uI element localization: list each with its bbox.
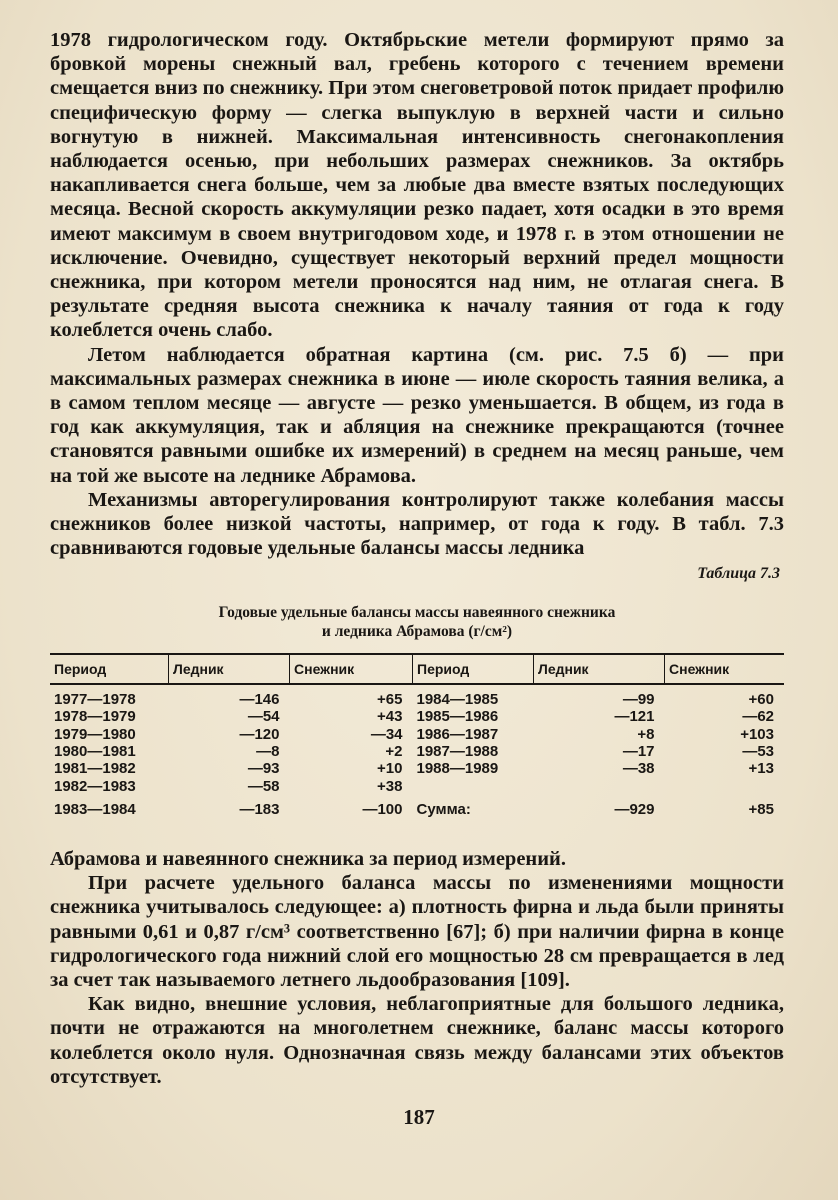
table-row: [50, 743, 784, 760]
page-number: 187: [403, 1105, 435, 1129]
cell-period: 1978—1979: [54, 708, 136, 726]
cell-snowfield: +65: [377, 691, 403, 709]
cell-glacier: —146: [239, 691, 280, 709]
cell-snowfield: +60: [748, 691, 774, 709]
table-row: [50, 777, 784, 794]
table-row-sum: [50, 795, 784, 818]
cell-glacier: —54: [247, 708, 280, 726]
cell-glacier: —99: [622, 691, 655, 709]
text-block-top: [50, 28, 784, 560]
cell-snowfield: —34: [370, 725, 403, 743]
cell-period: 1986—1987: [416, 725, 499, 743]
paragraph-conclusion: Как видно, внешние условия, неблагоприятные для большого ледника, почти не отражаются на многолетнем снежнике, баланс массы которого колеблется около нуля. Однозначная связь между балансами этих объектов отсутствует.: [50, 993, 784, 1088]
cell-snowfield: —53: [742, 743, 774, 761]
paragraph-calculation: При расчете удельного баланса массы по изменениями мощности снежника учитывалось следующее: а) плотность фирна и льда были приняты равными 0,61 и 0,87 г/см³ соответственно [67]; б) при наличии фирна в конце гидрологического года нижний слой его мощностью 28 см превращается в лед за счет так называемого летнего льдообразования [109].: [50, 872, 784, 992]
paragraph-mechanisms: Механизмы авторегулирования контролируют также колебания массы снежников более низкой частоты, например, от года к году. В табл. 7.3 сравниваются годовые удельные балансы массы ледника: [50, 488, 784, 560]
table-header-row: [50, 654, 784, 684]
cell-period: [413, 777, 534, 794]
cell-glacier: —38: [622, 760, 655, 778]
cell-glacier: —17: [622, 743, 655, 761]
cell-snowfield: +103: [740, 725, 774, 743]
header-snowfield-2: Снежник: [665, 654, 785, 684]
balance-table: [50, 653, 784, 818]
cell-snowfield: —100: [362, 800, 403, 818]
cell-period: 1981—1982: [54, 760, 136, 778]
cell-sum-snowfield: +85: [748, 800, 774, 818]
table-title-line1: Годовые удельные балансы массы навеянного снежника: [218, 604, 616, 621]
cell-glacier: —58: [247, 777, 280, 795]
cell-period: 1984—1985: [416, 691, 499, 709]
cell-glacier: [534, 777, 665, 794]
cell-period: 1988—1989: [416, 760, 499, 778]
cell-period: 1977—1978: [54, 691, 136, 709]
cell-period: 1979—1980: [54, 725, 136, 743]
cell-period: 1987—1988: [416, 743, 499, 761]
cell-glacier: —183: [239, 800, 280, 818]
cell-snowfield: +38: [377, 777, 403, 795]
cell-glacier: —8: [256, 743, 280, 761]
cell-glacier: —121: [614, 708, 655, 726]
cell-glacier: —120: [239, 725, 280, 743]
header-snowfield-1: Снежник: [290, 654, 413, 684]
header-glacier-1: Ледник: [169, 654, 290, 684]
cell-sum-glacier: —929: [614, 800, 655, 818]
cell-sum-label: Сумма:: [416, 800, 471, 818]
cell-snowfield: —62: [742, 708, 774, 726]
table-title-line2: и ледника Абрамова (г/см²): [321, 623, 513, 640]
text-block-bottom: [50, 847, 784, 1089]
header-glacier-2: Ледник: [534, 654, 665, 684]
cell-glacier: —93: [247, 760, 280, 778]
paragraph-summer: Летом наблюдается обратная картина (см. рис. 7.5 б) — при максимальных размерах снежника в июне — июле скорость таяния велика, а в самом теплом месяце — августе — резко уменьшается. В общем, из года в год как аккумуляция, так и абляция на снежнике прекращаются (точнее становятся равными ошибке их измерений) в среднем на месяц раньше, чем на той же высоте на леднике Абрамова.: [50, 343, 784, 487]
paragraph-table-end: Абрамова и навеянного снежника за период измерений.: [50, 848, 566, 870]
table-row: [50, 760, 784, 777]
table-row: [50, 726, 784, 743]
header-period-2: Период: [413, 654, 534, 684]
cell-glacier: +8: [637, 725, 655, 743]
cell-snowfield: [665, 777, 785, 794]
cell-snowfield: +10: [377, 760, 403, 778]
cell-period: 1983—1984: [54, 800, 136, 818]
table-row: [50, 684, 784, 708]
cell-snowfield: +2: [385, 743, 403, 761]
cell-snowfield: +13: [748, 760, 774, 778]
table-row: [50, 708, 784, 725]
cell-snowfield: +43: [377, 708, 403, 726]
table-number: Таблица 7.3: [697, 565, 780, 582]
cell-period: 1985—1986: [416, 708, 499, 726]
cell-period: 1982—1983: [54, 777, 136, 795]
paragraph-continuation: 1978 гидрологическом году. Октябрьские метели формируют прямо за бровкой морены снежный вал, гребень которого с течением времени смещается вниз по снежнику. При этом снеговетровой поток придает профилю специфическую форму — слегка выпуклую в верхней части и сильно вогнутую в нижней. Максимальная интенсивность снегонакопления наблюдается осенью, при небольших размерах снежников. За октябрь накапливается снега больше, чем за любые два вместе взятых последующих месяца. Весной скорость аккумуляции резко падает, хотя осадки в это время имеют максимум в своем внутригодовом ходе, и 1978 г. в этом отношении не исключение. Очевидно, существует некоторый верхний предел мощности снежника, при котором метели проносятся над ним, не отлагая снега. В результате средняя высота снежника к началу таяния от года к году колеблется очень слабо.: [50, 29, 784, 342]
table-title: [50, 603, 784, 641]
header-period-1: Период: [54, 661, 107, 677]
cell-period: 1980—1981: [54, 743, 136, 761]
